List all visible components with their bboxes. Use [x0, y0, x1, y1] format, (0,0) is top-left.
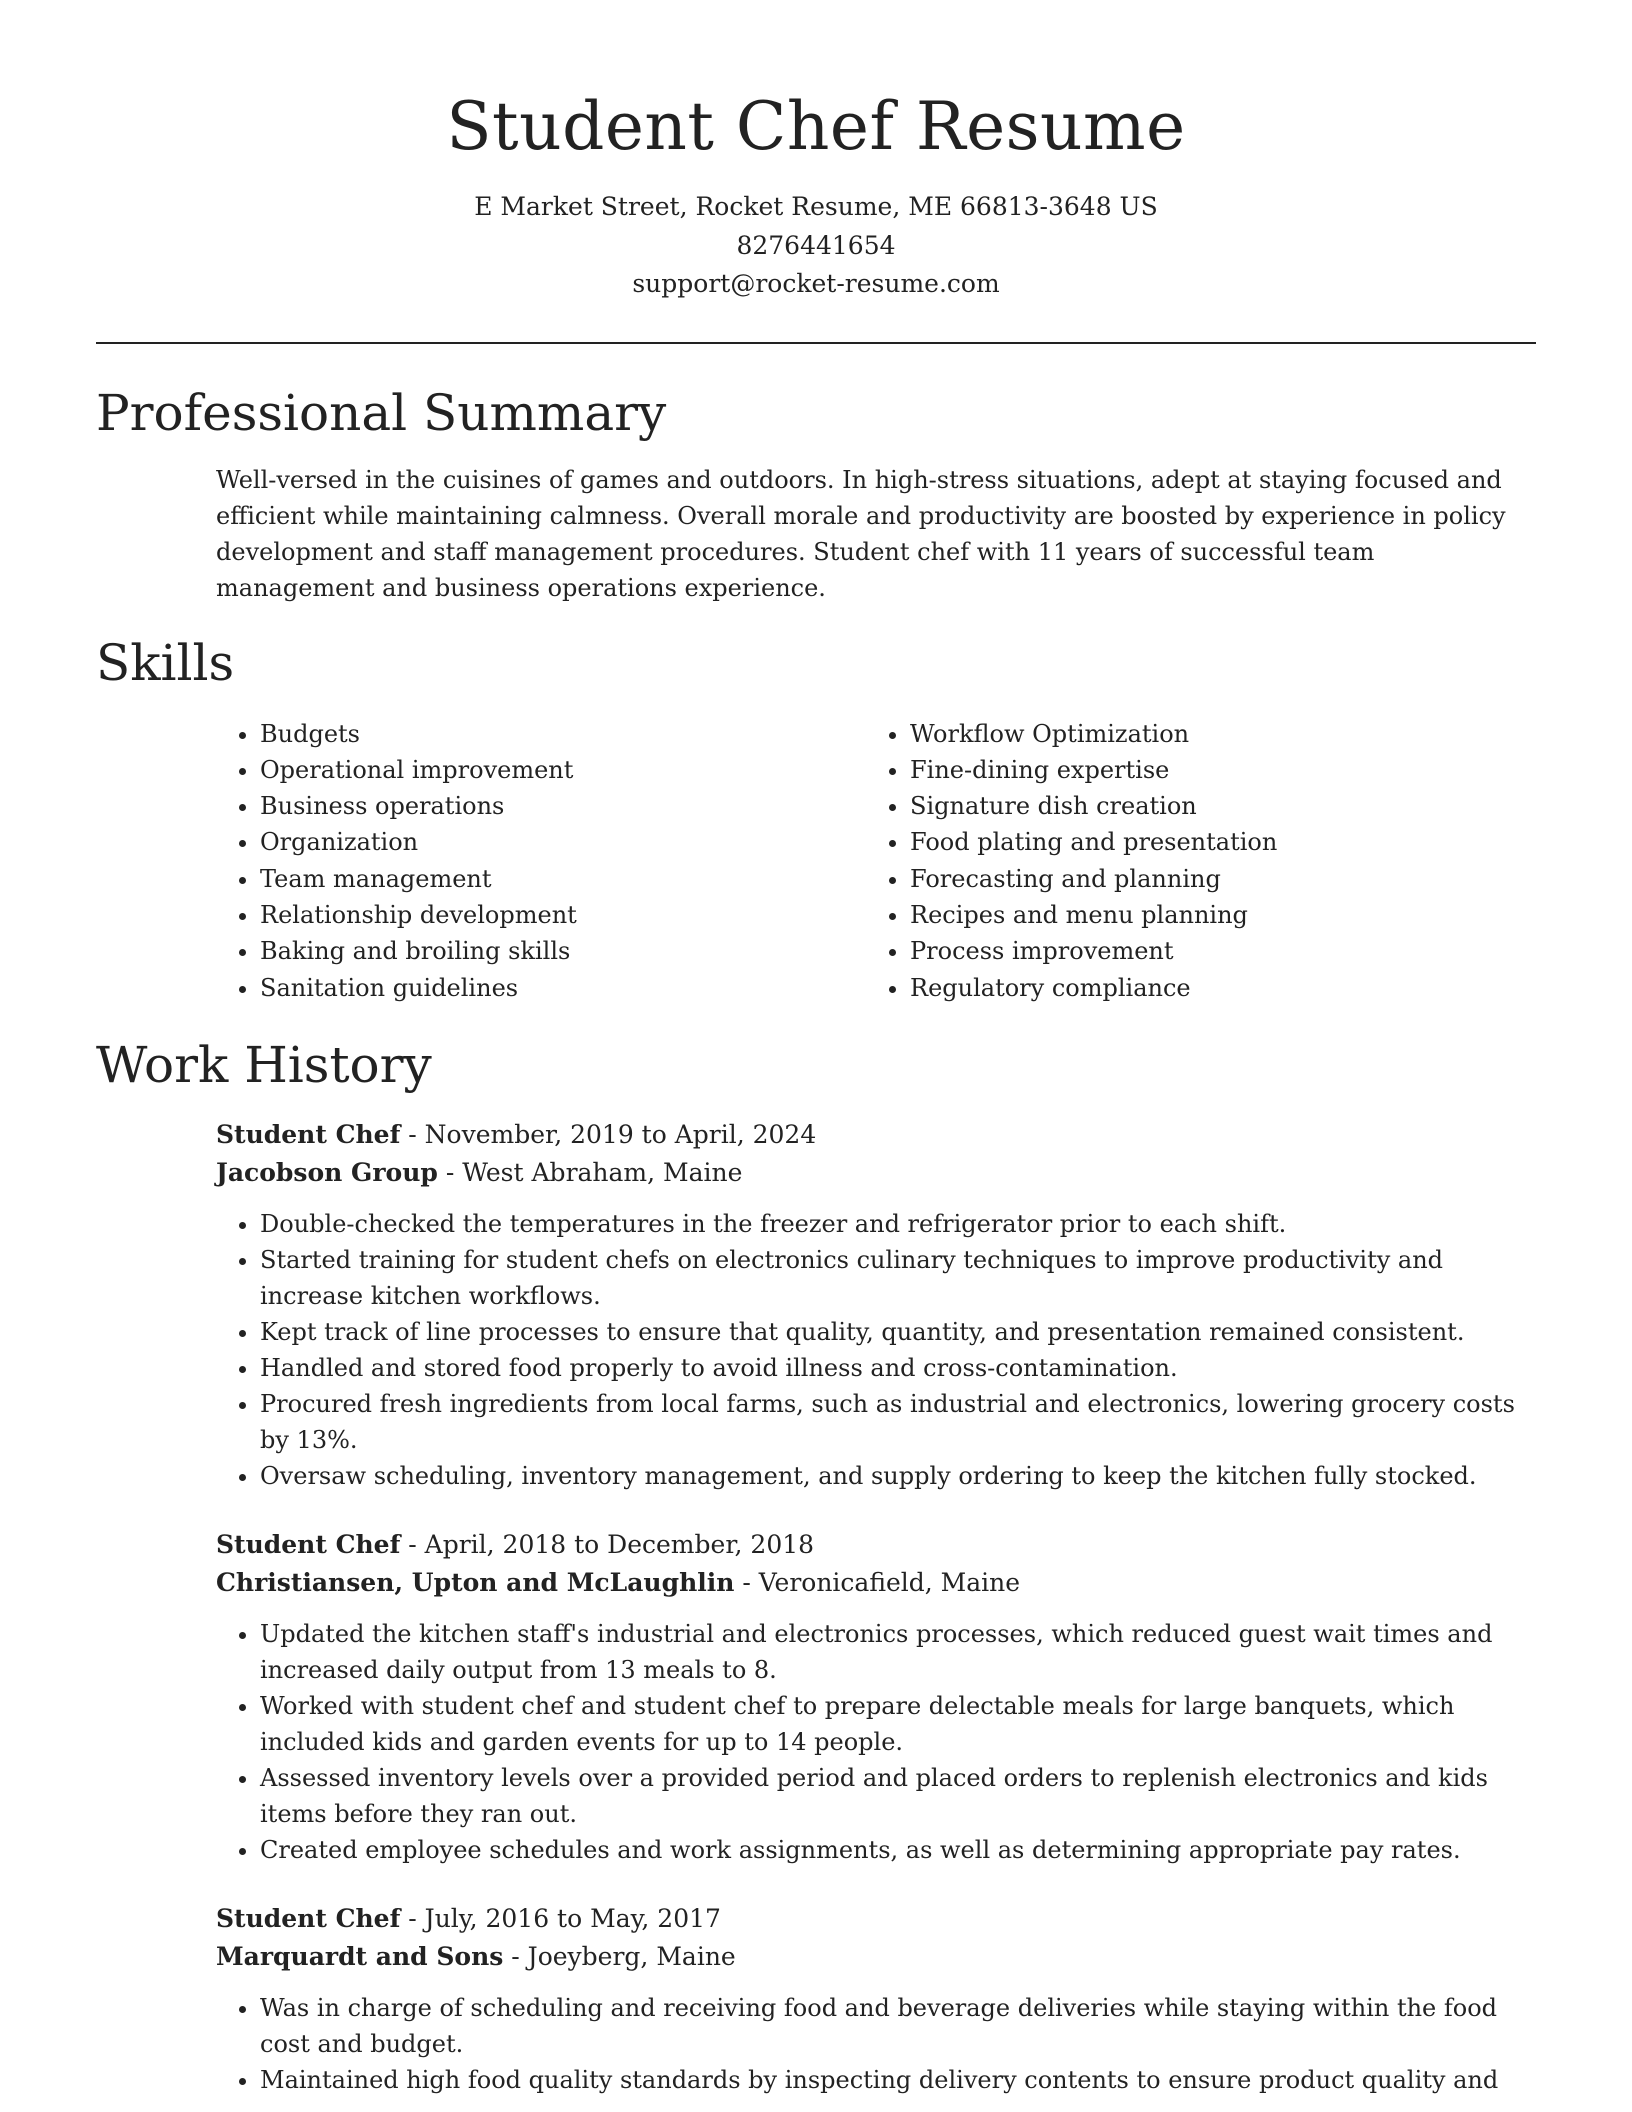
- skill-item: • Baking and broiling skills: [260, 933, 866, 969]
- job-location: - Veronicafield, Maine: [734, 1567, 1021, 1597]
- summary-heading: Professional Summary: [96, 383, 667, 442]
- job-dates: - July, 2016 to May, 2017: [400, 1903, 721, 1933]
- job-position: Student Chef: [216, 1903, 401, 1933]
- job-company-line: [216, 1564, 1536, 1602]
- skill-item: • Business operations: [260, 788, 866, 824]
- skill-item: • Relationship development: [260, 897, 866, 933]
- job-entry: [216, 1900, 1536, 2098]
- job-duty-item: • Worked with student chef and student chef to prepare delectable meals for large banquets, which included kids and garden events for up to 14 people.: [260, 1688, 1536, 1760]
- work-history-heading: Work History: [96, 1035, 432, 1094]
- job-company-line: [216, 1154, 1536, 1192]
- job-location: - West Abraham, Maine: [437, 1157, 743, 1187]
- skill-item: • Signature dish creation: [910, 788, 1510, 824]
- job-title-line: [216, 1900, 1536, 1938]
- skills-column-right: [866, 716, 1510, 1006]
- skills-column-left: [216, 716, 866, 1006]
- job-duty-item: • Was in charge of scheduling and receiving food and beverage deliveries while staying within the food cost and budget.: [260, 1990, 1536, 2062]
- skill-item: • Budgets: [260, 716, 866, 752]
- job-entry: [216, 1526, 1536, 1868]
- job-duty-item: • Updated the kitchen staff's industrial and electronics processes, which reduced guest wait times and increased daily output from 13 meals to 8.: [260, 1616, 1536, 1688]
- job-position: Student Chef: [216, 1529, 401, 1559]
- job-dates: - November, 2019 to April, 2024: [400, 1119, 817, 1149]
- contact-email: support@rocket-resume.com: [632, 269, 1000, 298]
- job-duties-list: [216, 1206, 1536, 1494]
- job-company: Christiansen, Upton and McLaughlin: [216, 1567, 735, 1597]
- job-entry: [216, 1116, 1536, 1494]
- skill-item: • Team management: [260, 861, 866, 897]
- job-location: - Joeyberg, Maine: [503, 1941, 736, 1971]
- contact-address: E Market Street, Rocket Resume, ME 66813-3648 US: [474, 192, 1158, 221]
- resume-page: [96, 0, 1536, 2098]
- job-duty-item: • Procured fresh ingredients from local farms, such as industrial and electronics, lowering grocery costs by 13%.: [260, 1386, 1536, 1458]
- contact-block: [96, 188, 1536, 304]
- job-title-line: [216, 1526, 1536, 1564]
- contact-phone: 8276441654: [736, 230, 896, 260]
- job-duties-list: [216, 1616, 1536, 1868]
- skill-item: • Forecasting and planning: [910, 861, 1510, 897]
- skill-item: • Regulatory compliance: [910, 970, 1510, 1006]
- summary-text: Well-versed in the cuisines of games and outdoors. In high-stress situations, adept at staying focused and efficient while maintaining calmness. Overall morale and productivity are boosted by experience in policy development and staff management procedures. Student chef with 11 years of successful team management and business operations experience.: [216, 465, 1506, 602]
- skills-list: [216, 716, 1536, 1006]
- job-duty-item: • Created employee schedules and work assignments, as well as determining appropriate pay rates.: [260, 1832, 1536, 1868]
- skill-item: • Workflow Optimization: [910, 716, 1510, 752]
- skill-item: • Food plating and presentation: [910, 824, 1510, 860]
- job-company: Marquardt and Sons: [216, 1941, 504, 1971]
- job-company: Jacobson Group: [216, 1157, 438, 1187]
- skill-item: • Recipes and menu planning: [910, 897, 1510, 933]
- job-duties-list: [216, 1990, 1536, 2098]
- job-duty-item: • Assessed inventory levels over a provided period and placed orders to replenish electronics and kids items before they ran out.: [260, 1760, 1536, 1832]
- skill-item: • Process improvement: [910, 933, 1510, 969]
- skill-item: • Operational improvement: [260, 752, 866, 788]
- job-position: Student Chef: [216, 1119, 401, 1149]
- skill-item: • Fine-dining expertise: [910, 752, 1510, 788]
- resume-title: Student Chef Resume: [446, 88, 1186, 165]
- job-duty-item: • Kept track of line processes to ensure that quality, quantity, and presentation remained consistent.: [260, 1314, 1536, 1350]
- job-title-line: [216, 1116, 1536, 1154]
- job-duty-item: • Oversaw scheduling, inventory management, and supply ordering to keep the kitchen fully stocked.: [260, 1458, 1536, 1494]
- job-duty-item: • Maintained high food quality standards by inspecting delivery contents to ensure product quality and: [260, 2062, 1536, 2098]
- header-divider: [96, 342, 1536, 344]
- job-company-line: [216, 1938, 1536, 1976]
- job-duty-item: • Double-checked the temperatures in the freezer and refrigerator prior to each shift.: [260, 1206, 1536, 1242]
- job-dates: - April, 2018 to December, 2018: [400, 1529, 815, 1559]
- skill-item: • Sanitation guidelines: [260, 970, 866, 1006]
- job-duty-item: • Started training for student chefs on electronics culinary techniques to improve productivity and increase kitchen workflows.: [260, 1242, 1536, 1314]
- skill-item: • Organization: [260, 824, 866, 860]
- job-duty-item: • Handled and stored food properly to avoid illness and cross-contamination.: [260, 1350, 1536, 1386]
- skills-heading: Skills: [96, 633, 235, 692]
